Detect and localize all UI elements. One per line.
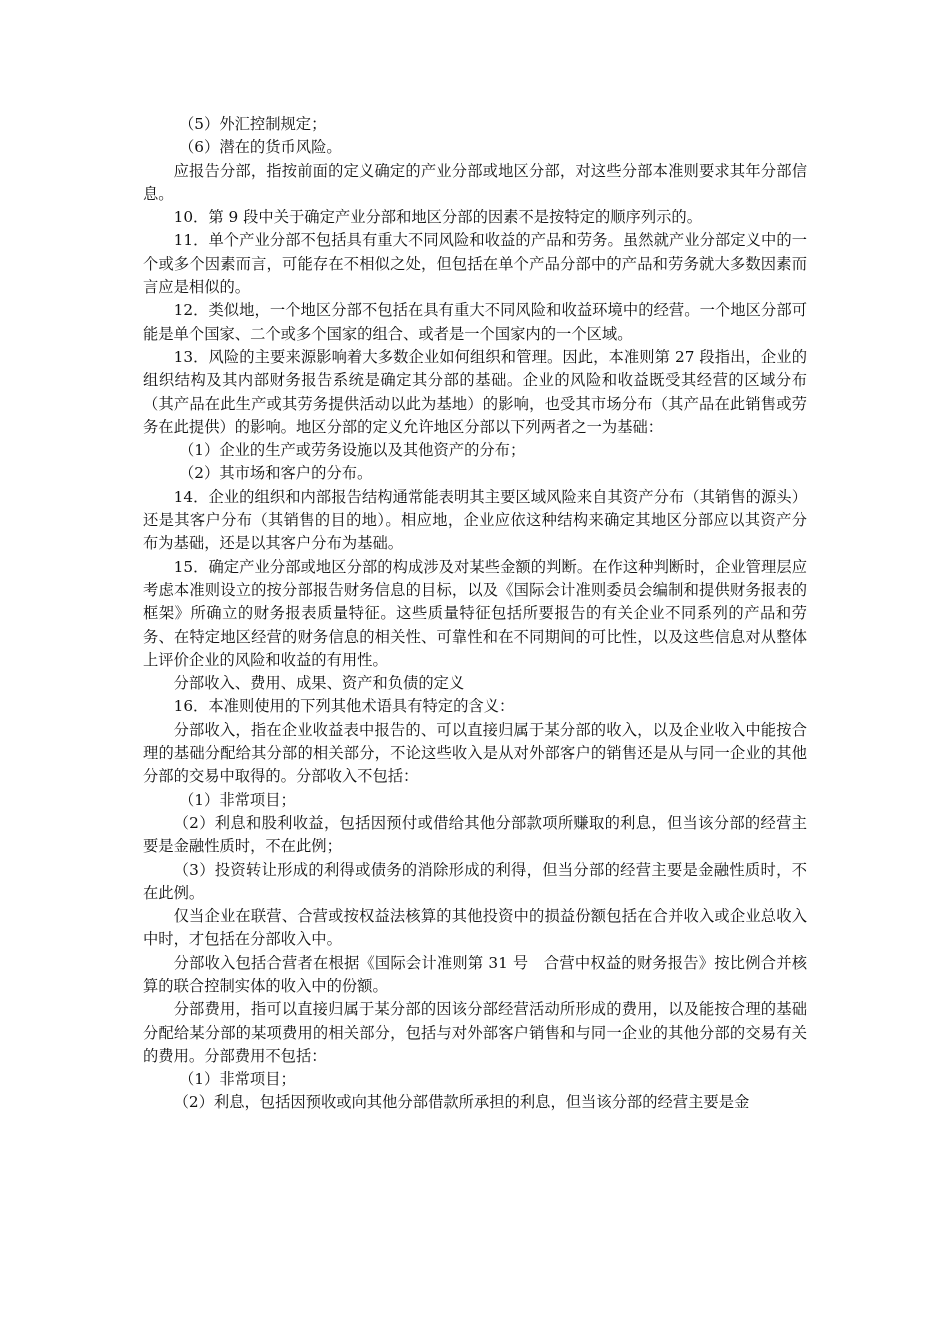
item-5-foreign-exchange: （5）外汇控制规定； <box>179 115 327 133</box>
paragraph-15: 15．确定产业分部或地区分部的构成涉及对某些金额的判断。在作这种判断时，企业管理层应考虑本准则设立的按分部报告财务信息的目标，以及《国际会计准则委员会编制和提供财务报表的框架》所确立的财务报表质量特征。这些质量特征包括所要报告的有关企业不同系列的产品和劳务、在特定地区经营的财务信息的相关性、可靠性和在不同期间的可比性，以及这些信息对从整体上评价企业的风险和收益的有用性。 <box>143 557 807 669</box>
item-2-markets-customers: （2）其市场和客户的分布。 <box>179 464 373 483</box>
paragraph-11: 11．单个产业分部不包括具有重大不同风险和收益的产品和劳务。虽然就产业分部定义中的一个或多个因素而言，可能存在不相似之处，但包括在单个产品分部中的产品和劳务就大多数因素而言应是相似的。 <box>143 231 807 297</box>
section-heading-definitions: 分部收入、费用、成果、资产和负债的定义 <box>173 674 465 693</box>
paragraph-16: 16．本准则使用的下列其他术语具有特定的含义： <box>173 697 515 716</box>
paragraph-ias31: 分部收入包括合营者在根据《国际会计准则第 31 号 合营中权益的财务报告》按比例合并核算的联合控制实体的收入中的份额。 <box>143 953 807 995</box>
revenue-item-1: （1）非常项目； <box>179 790 296 809</box>
paragraph-segment-expense: 分部费用，指可以直接归属于某分部的因该分部经营活动所形成的费用，以及能按合理的基础分配给某分部的某项费用的相关部分，包括与对外部客户销售和与同一企业的其他分部的交易有关的费用。分部费用不包括： <box>143 1000 807 1065</box>
expense-item-2: （2）利息，包括因预收或向其他分部借款所承担的利息，但当该分部的经营主要是金 <box>173 1093 750 1112</box>
paragraph-12: 12．类似地，一个地区分部不包括在具有重大不同风险和收益环境中的经营。一个地区分部可能是单个国家、二个或多个国家的组合、或者是一个国家内的一个区域。 <box>143 301 807 343</box>
revenue-item-3: （3）投资转让形成的利得或债务的消除形成的利得，但当分部的经营主要是金融性质时，不在此例。 <box>143 860 807 902</box>
item-6-currency-risk: （6）潜在的货币风险。 <box>179 138 342 157</box>
expense-item-1: （1）非常项目； <box>179 1070 296 1089</box>
revenue-item-2: （2）利息和股利收益，包括因预付或借给其他分部款项所赚取的利息，但当该分部的经营主要是金融性质时，不在此例； <box>143 813 807 856</box>
paragraph-14: 14．企业的组织和内部报告结构通常能表明其主要区域风险来自其资产分布（其销售的源头）还是其客户分布（其销售的目的地）。相应地，企业应依这种结构来确定其地区分部应以其资产分布为基础，还是以其客户分布为基础。 <box>143 487 807 553</box>
paragraph-reportable-segment: 应报告分部，指按前面的定义确定的产业分部或地区分部，对这些分部本准则要求其年分部信息。 <box>143 161 807 203</box>
paragraph-13: 13．风险的主要来源影响着大多数企业如何组织和管理。因此，本准则第 27 段指出，企业的组织结构及其内部财务报告系统是确定其分部的基础。企业的风险和收益既受其经营的区域分布（其产品在此生产或其劳务提供活动以此为基地）的影响，也受其市场分布（其产品在此销售或劳务在此提供）的影响。地区分部的定义允许地区分部以下列两者之一为基础： <box>143 347 807 436</box>
paragraph-equity-share: 仅当企业在联营、合营或按权益法核算的其他投资中的损益份额包括在合并收入或企业总收入中时，才包括在分部收入中。 <box>143 907 807 949</box>
item-1-production-facilities: （1）企业的生产或劳务设施以及其他资产的分布； <box>179 441 526 460</box>
paragraph-segment-revenue: 分部收入，指在企业收益表中报告的、可以直接归属于某分部的收入，以及企业收入中能按合理的基础分配给其分部的相关部分，不论这些收入是从对外部客户的销售还是从与同一企业的其他分部的交易中取得的。分部收入不包括： <box>143 720 807 786</box>
paragraph-10: 10．第 9 段中关于确定产业分部和地区分部的因素不是按特定的顺序列示的。 <box>173 208 703 227</box>
document-body <box>143 113 807 1115</box>
